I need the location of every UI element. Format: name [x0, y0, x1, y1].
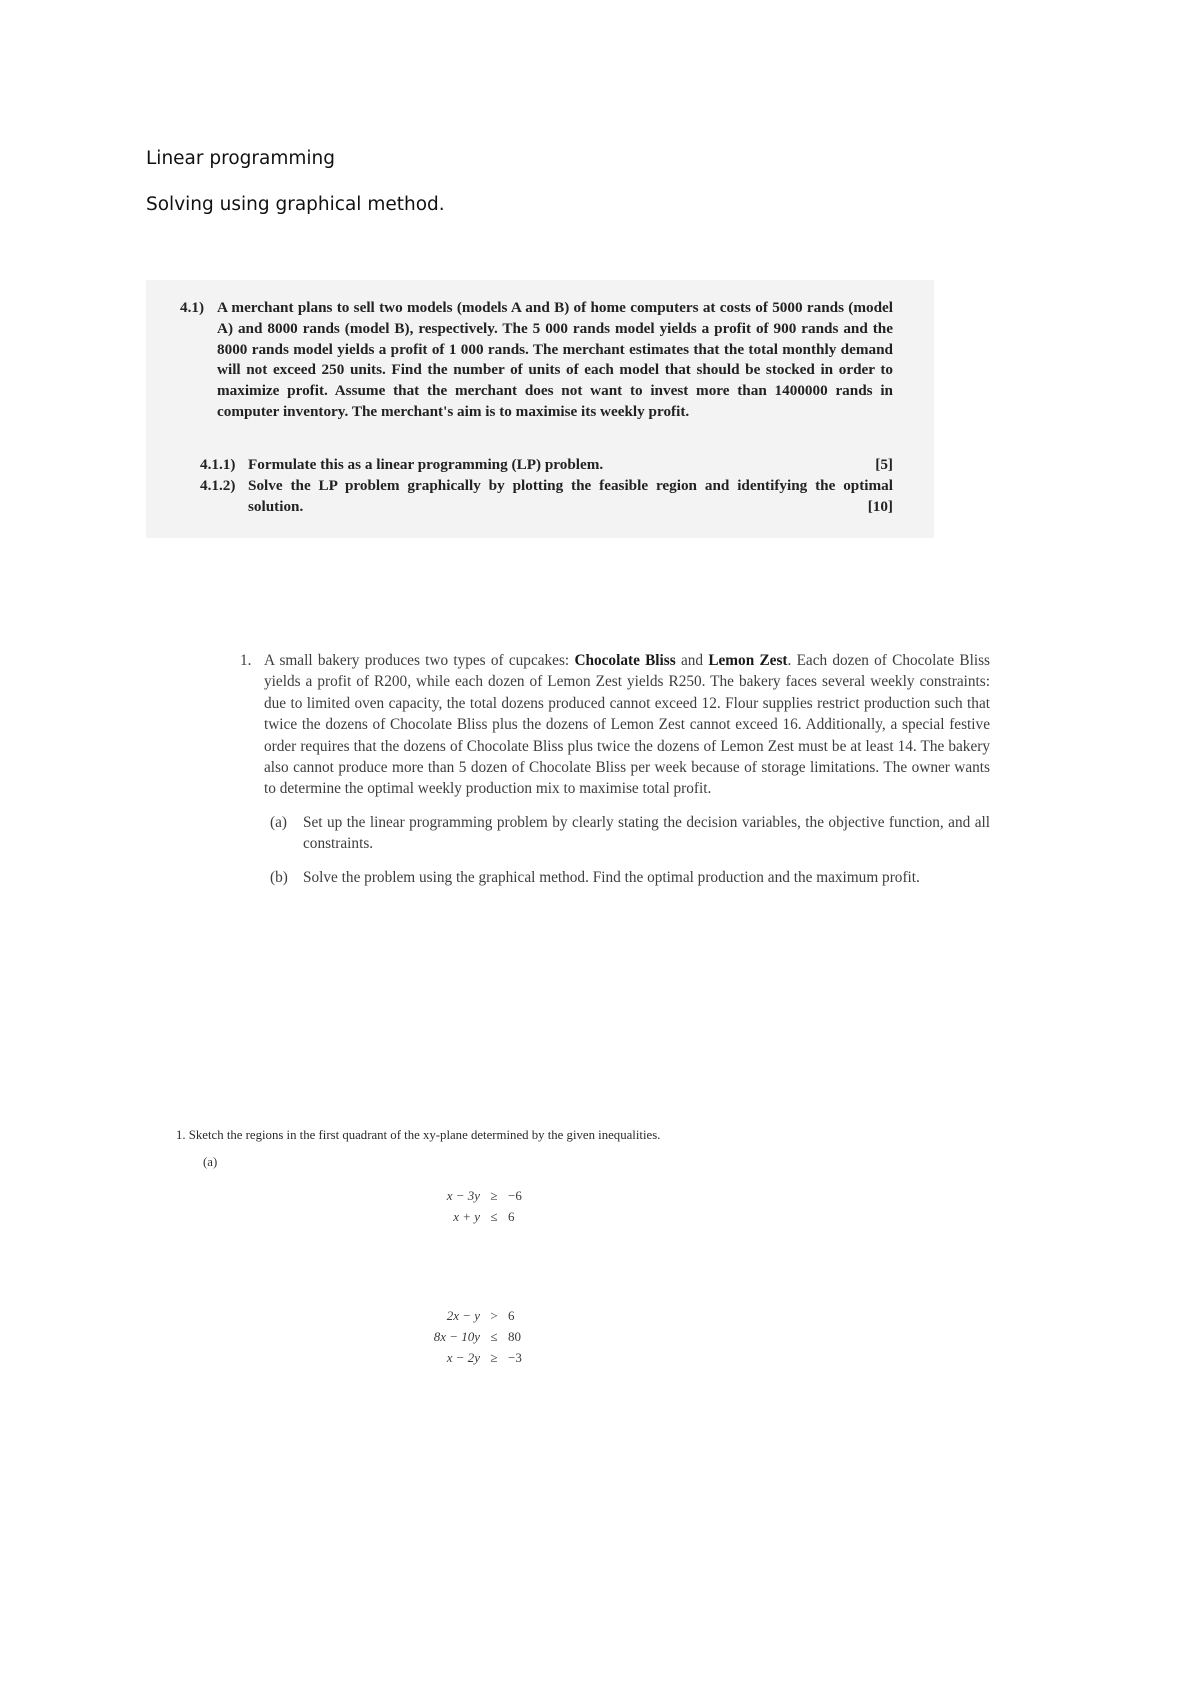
inequality-row: x − 3y ≥ −6 [446, 1188, 522, 1203]
inequality-row: x − 2y ≥ −3 [446, 1350, 522, 1365]
sketch-part-label: (a) [203, 1155, 218, 1169]
page-subtitle: Solving using graphical method. [146, 194, 445, 215]
sub-question-number: 4.1.1) [200, 456, 236, 473]
inequality-system-1 [350, 1185, 548, 1227]
sub-question-text: Solve the LP problem graphically by plotting the feasible region and identifying the optimal solution. [248, 477, 893, 515]
part-b [270, 867, 990, 888]
part-label: (a) [270, 813, 287, 831]
part-text: Solve the problem using the graphical method. Find the optimal production and the maximum profit. [303, 868, 920, 886]
question-text: A small bakery produces two types of cupcakes: Chocolate Bliss and Lemon Zest. Each dozen of Chocolate Bliss yields a profit of R200, while each dozen of Lemon Zest yields R250. The bakery faces several weekly constraints: due to limited oven capacity, the total dozens produced cannot exceed 12. Flour supplies restrict production such that twice the dozens of Chocolate Bliss plus the dozens of Lemon Zest cannot exceed 16. Additionally, a special festive order requires that the dozens of Chocolate Bliss plus twice the dozens of Lemon Zest must be at least 14. The bakery also cannot produce more than 5 dozen of Chocolate Bliss per week because of storage limitations. The owner wants to determine the optimal weekly production mix to maximise total profit. [264, 652, 991, 798]
question-number: 4.1) [180, 299, 205, 316]
bakery-question-scan [240, 650, 990, 888]
part-label: (b) [270, 868, 288, 886]
question-number: 1. [240, 652, 252, 669]
product-chocolate-bliss: Chocolate Bliss [574, 652, 676, 669]
sub-question [200, 455, 893, 476]
sub-question-text: Formulate this as a linear programming (LP) problem. [248, 456, 604, 473]
sub-question-number: 4.1.2) [200, 477, 236, 494]
product-lemon-zest: Lemon Zest [708, 652, 788, 669]
inequality-system-2 [350, 1305, 548, 1368]
sub-question-marks: [10] [867, 497, 893, 515]
sub-question [200, 476, 893, 518]
inequality-row: x + y ≤ 6 [453, 1209, 515, 1224]
sketch-question-text: 1. Sketch the regions in the first quadrant of the xy-plane determined by the given inequalities. [176, 1128, 661, 1142]
part-a [270, 812, 990, 855]
question-text: A merchant plans to sell two models (models A and B) of home computers at costs of 5000 rands (model A) and 8000 rands (model B), respectively. The 5 000 rands model yields a profit of 900 rands and the 8000 rands model yields a profit of 1 000 rands. The merchant estimates that the total monthly demand will not exceed 250 units. Find the number of units of each model that should be stocked in order to maximize profit. Assume that the merchant does not want to invest more than 1400000 rands in computer inventory. The merchant's aim is to maximise its weekly profit. [217, 299, 893, 420]
question-4-1-scan [146, 280, 934, 538]
inequality-row: 2x − y > 6 [446, 1308, 515, 1323]
page-title: Linear programming [146, 148, 335, 169]
sub-question-marks: [5] [875, 456, 893, 473]
inequality-row: 8x − 10y ≤ 80 [433, 1329, 521, 1344]
part-text: Set up the linear programming problem by clearly stating the decision variables, the objective function, and all constraints. [303, 813, 990, 853]
